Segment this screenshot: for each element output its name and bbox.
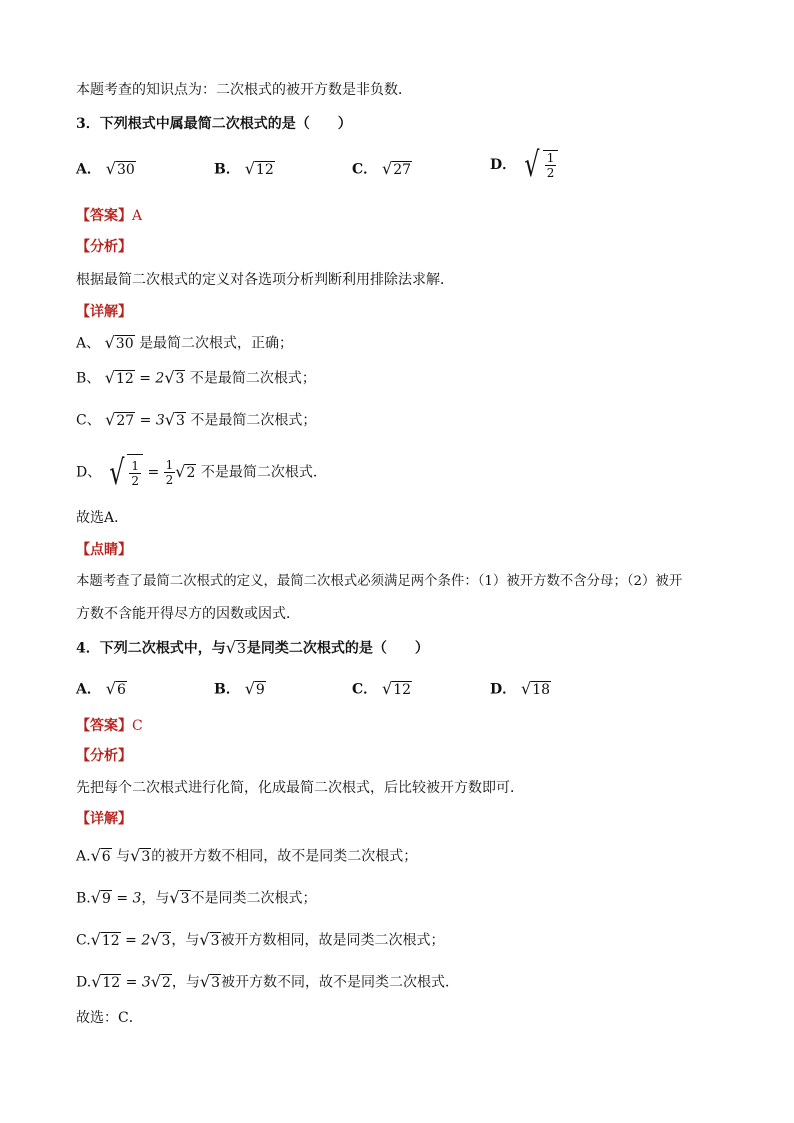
q3-detail-a: A、 √30 是最简二次根式，正确； <box>76 333 294 352</box>
q4-detail-b: B.√9 = 3，与√3不是同类二次根式； <box>76 888 317 907</box>
q4-detail-c: C.√12 = 2√3，与√3被开方数相同，故是同类二次根式； <box>76 930 445 949</box>
q4-option-b: B． √9 <box>214 679 265 698</box>
q3-detail-c: C、 √27 = 3√3 不是最简二次根式； <box>76 410 317 429</box>
q3-answer: 【答案】A <box>76 208 143 224</box>
q4-conclusion: 故选：C． <box>76 1010 143 1026</box>
question-4-stem: 4．下列二次根式中，与√3是同类二次根式的是（ ） <box>76 638 429 657</box>
q3-option-d-radical: √ $\frac{1}{2}$ <box>521 150 558 180</box>
q3-detail-b: B、 √12 = 2√3 不是最简二次根式； <box>76 368 316 387</box>
q3-analysis: 根据最简二次根式的定义对各选项分析判断利用排除法求解． <box>76 272 454 288</box>
q4-option-c: C． √12 <box>352 679 412 698</box>
q3-option-c-radical: √27 <box>382 159 412 178</box>
q3-option-a-radical: √30 <box>105 159 135 178</box>
q3-comment-tag: 【点睛】 <box>76 542 132 558</box>
q3-analysis-tag: 【分析】 <box>76 239 132 255</box>
q4-option-a: A． √6 <box>76 679 126 698</box>
q4-detail-a: A.√6 与√3的被开方数不相同，故不是同类二次根式； <box>76 846 418 865</box>
q3-comment-line2: 方数不含能开得尽方的因数或因式． <box>76 606 300 622</box>
q3-option-b-radical: √12 <box>244 159 274 178</box>
q4-option-d: D． √18 <box>490 679 551 698</box>
q4-detail-d: D.√12 = 3√2，与√3被开方数不同，故不是同类二次根式． <box>76 972 460 991</box>
q3-detail-d: D、 √ $\frac{1}{2}$ = $\frac{1}{2}$ √2 不是最简二次根式． <box>76 452 327 493</box>
q4-analysis: 先把每个二次根式进行化简，化成最简二次根式，后比较被开方数即可． <box>76 780 524 796</box>
q3-option-d: D． √ $\frac{1}{2}$ <box>490 150 558 180</box>
q4-analysis-tag: 【分析】 <box>76 748 132 764</box>
q3-conclusion: 故选A． <box>76 510 129 526</box>
question-3-stem: 3．下列根式中属最简二次根式的是（ ） <box>76 116 352 132</box>
q3-detail-tag: 【详解】 <box>76 304 132 320</box>
q4-answer: 【答案】C <box>76 718 143 734</box>
q4-detail-tag: 【详解】 <box>76 811 132 827</box>
q3-option-a: A． √30 <box>76 158 136 181</box>
q3-option-b: B． √12 <box>214 158 275 181</box>
q3-comment-line1: 本题考查了最简二次根式的定义，最简二次根式必须满足两个条件：（1）被开方数不含分母；（2）被开 <box>76 574 683 589</box>
q3-option-c: C． √27 <box>352 158 412 181</box>
intro-text: 本题考查的知识点为：二次根式的被开方数是非负数． <box>76 82 412 98</box>
